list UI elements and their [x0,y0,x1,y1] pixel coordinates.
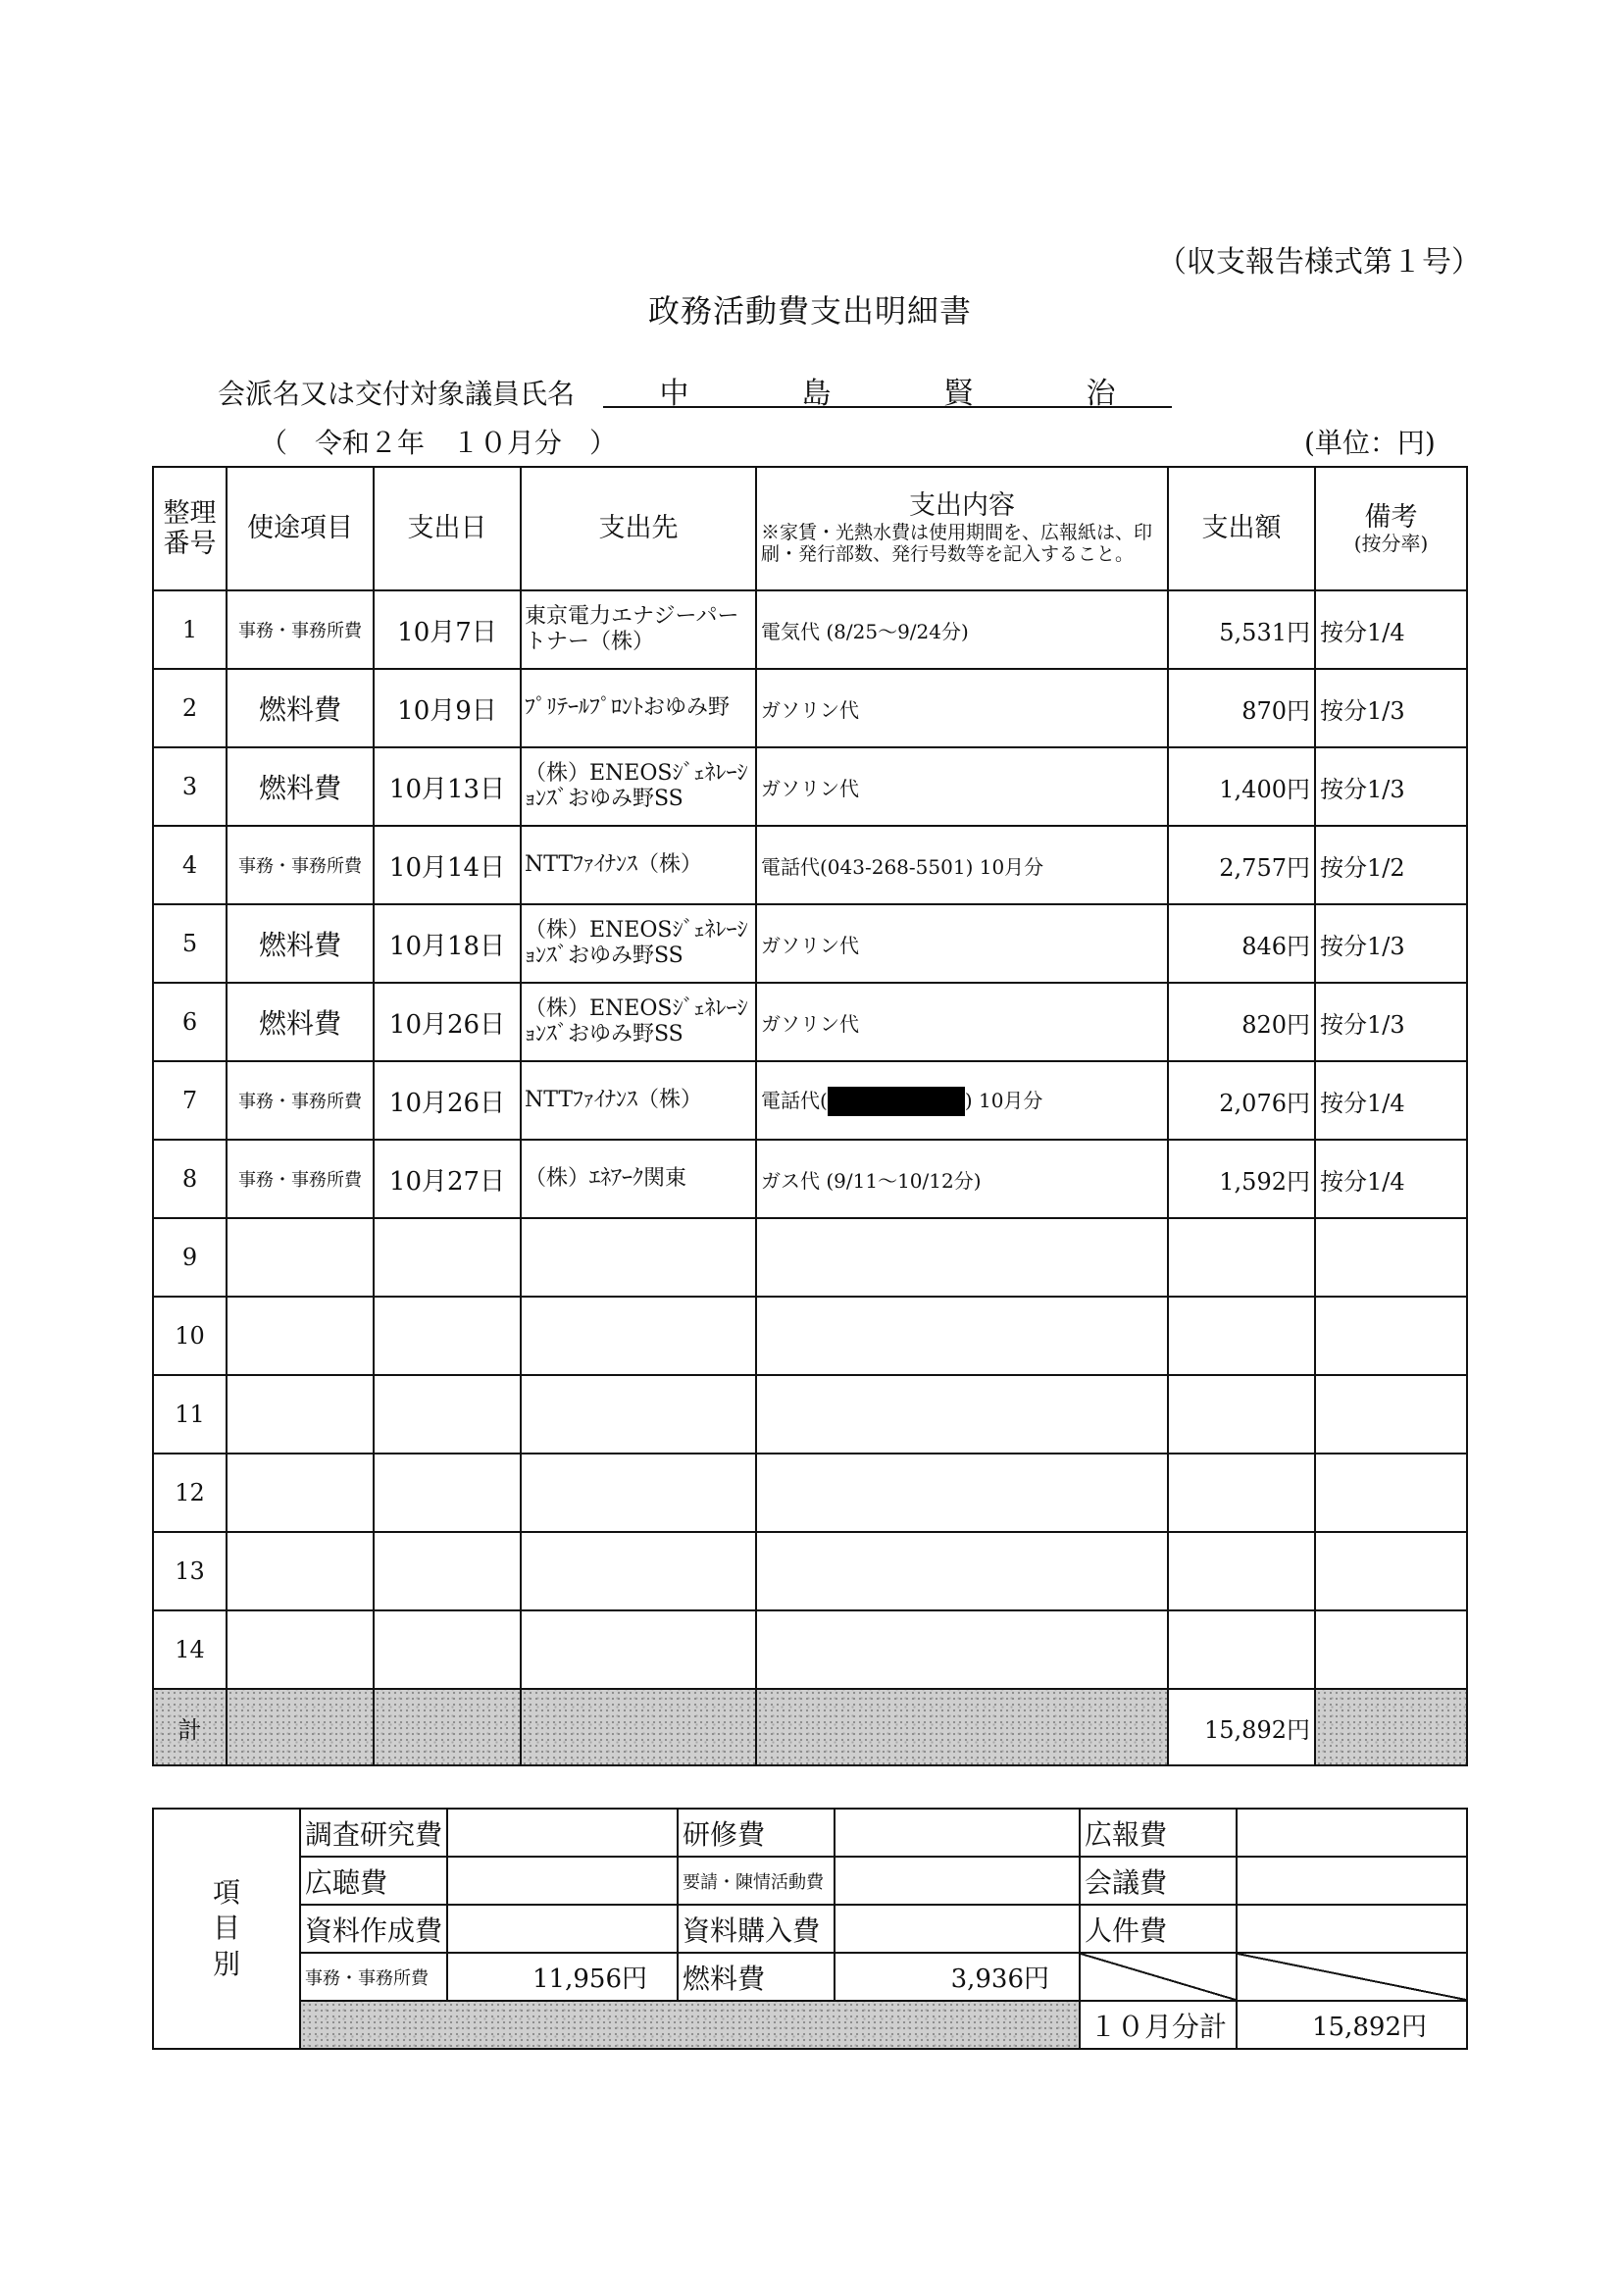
category-label: 広聴費 [300,1857,447,1905]
category-amount [835,1809,1080,1857]
col-content-title: 支出内容 [909,489,1015,521]
row-payee [521,1218,756,1297]
shaded-cell [521,1689,756,1765]
col-number-line: 番号 [163,529,217,559]
row-purpose: 燃料費 [227,904,374,983]
row-number: 9 [153,1218,227,1297]
row-content-text: ) 10月分 [964,1088,1043,1112]
row-amount [1168,1610,1315,1689]
report-period: （ 令和２年 １０月分 ） [260,427,618,459]
row-payee: （株）ENEOSｼﾞｪﾈﾚｰｼｮﾝｽﾞおゆみ野SS [521,983,756,1061]
row-number: 3 [153,747,227,826]
row-amount: 1,400円 [1168,747,1315,826]
row-date [374,1532,521,1610]
row-payee [521,1297,756,1375]
row-amount [1168,1454,1315,1532]
row-content: ガソリン代 [756,983,1168,1061]
row-remarks: 按分1/3 [1315,983,1467,1061]
member-name-label: 会派名又は交付対象議員氏名 [218,378,576,410]
row-payee: 東京電力エナジーパートナー（株） [521,590,756,669]
row-date: 10月18日 [374,904,521,983]
row-remarks [1315,1375,1467,1454]
row-number: 12 [153,1454,227,1532]
total-label: 計 [153,1689,227,1765]
row-content: 電話代(043-268-5501) 10月分 [756,826,1168,904]
row-number: 1 [153,590,227,669]
row-payee: NTTﾌｧｲﾅﾝｽ（株） [521,1061,756,1140]
row-remarks [1315,1610,1467,1689]
row-date: 10月7日 [374,590,521,669]
category-side-char: 項 [212,1875,240,1909]
row-number: 7 [153,1061,227,1140]
category-label: 調査研究費 [300,1809,447,1857]
row-content: ガス代 (9/11～10/12分) [756,1140,1168,1218]
row-number: 4 [153,826,227,904]
col-content [756,467,1168,590]
shaded-cell [374,1689,521,1765]
col-remarks-title: 備考 [1364,501,1418,533]
row-purpose: 燃料費 [227,983,374,1061]
total-amount: 15,892円 [1168,1689,1315,1765]
row-number: 13 [153,1532,227,1610]
form-number: （収支報告様式第１号） [1157,245,1481,280]
table-row [153,1297,1467,1375]
col-number-line: 整理 [163,497,217,529]
shaded-cell [756,1689,1168,1765]
row-content [756,1297,1168,1375]
row-remarks: 按分1/3 [1315,904,1467,983]
row-number: 11 [153,1375,227,1454]
row-number: 8 [153,1140,227,1218]
col-purpose: 使途項目 [227,467,374,590]
row-purpose [227,1610,374,1689]
row-amount: 2,757円 [1168,826,1315,904]
row-payee [521,1375,756,1454]
row-remarks [1315,1218,1467,1297]
category-side-char: 目 [212,1912,240,1945]
member-name-char: 島 [801,377,832,411]
row-amount: 2,076円 [1168,1061,1315,1140]
table-row [153,1218,1467,1297]
row-content [756,1375,1168,1454]
row-number: 14 [153,1610,227,1689]
category-label: 会議費 [1080,1857,1237,1905]
row-date: 10月27日 [374,1140,521,1218]
category-amount [1237,1905,1467,1953]
shaded-cell [300,2001,1080,2049]
row-date: 10月9日 [374,669,521,747]
row-payee: （株）ENEOSｼﾞｪﾈﾚｰｼｮﾝｽﾞおゆみ野SS [521,747,756,826]
row-number: 2 [153,669,227,747]
row-payee: （株）ｴﾈｱｰｸ関東 [521,1140,756,1218]
document-title: 政務活動費支出明細書 [647,292,972,330]
table-row [153,983,1467,1061]
row-date [374,1218,521,1297]
table-row [153,669,1467,747]
category-amount: 3,936円 [835,1953,1080,2001]
row-content-text: 電話代( [761,1088,828,1112]
category-amount [447,1905,678,1953]
col-date: 支出日 [374,467,521,590]
category-side-char: 別 [212,1947,240,1980]
row-number: 10 [153,1297,227,1375]
table-row [153,1532,1467,1610]
category-row [153,1857,1467,1905]
row-content [756,1218,1168,1297]
table-row [153,904,1467,983]
category-label: 燃料費 [678,1953,835,2001]
table-row [153,1610,1467,1689]
row-content: ガソリン代 [756,669,1168,747]
row-amount: 5,531円 [1168,590,1315,669]
member-name [603,369,1172,411]
col-number [153,467,227,590]
row-purpose: 燃料費 [227,747,374,826]
row-purpose: 事務・事務所費 [227,1061,374,1140]
col-payee: 支出先 [521,467,756,590]
row-amount: 820円 [1168,983,1315,1061]
category-amount [1237,1809,1467,1857]
col-remarks [1315,467,1467,590]
row-payee [521,1532,756,1610]
row-purpose: 事務・事務所費 [227,1140,374,1218]
table-row [153,1375,1467,1454]
row-content: ガソリン代 [756,747,1168,826]
category-amount [447,1857,678,1905]
category-row [153,1809,1467,1857]
unit-label: (単位：円) [1304,427,1436,459]
row-purpose: 事務・事務所費 [227,590,374,669]
row-payee: ﾌﾟﾘﾃｰﾙﾌﾟﾛﾝﾄおゆみ野 [521,669,756,747]
table-row [153,1454,1467,1532]
row-date: 10月13日 [374,747,521,826]
row-amount [1168,1532,1315,1610]
row-remarks [1315,1297,1467,1375]
table-header-row [153,467,1467,590]
table-row [153,1140,1467,1218]
category-summary-table [152,1808,1468,2050]
redaction-box [828,1087,965,1116]
row-payee: （株）ENEOSｼﾞｪﾈﾚｰｼｮﾝｽﾞおゆみ野SS [521,904,756,983]
row-purpose: 事務・事務所費 [227,826,374,904]
row-remarks: 按分1/4 [1315,590,1467,669]
category-amount: 11,956円 [447,1953,678,2001]
row-amount: 870円 [1168,669,1315,747]
row-purpose: 燃料費 [227,669,374,747]
category-label: 事務・事務所費 [300,1953,447,2001]
row-content: ガソリン代 [756,904,1168,983]
row-amount [1168,1297,1315,1375]
col-amount: 支出額 [1168,467,1315,590]
category-row [153,1953,1467,2001]
shaded-cell [1315,1689,1467,1765]
col-remarks-sub: (按分率) [1353,532,1429,556]
row-amount [1168,1218,1315,1297]
expense-table [152,466,1468,1766]
row-remarks: 按分1/4 [1315,1140,1467,1218]
row-content [756,1454,1168,1532]
row-date [374,1454,521,1532]
category-label: 研修費 [678,1809,835,1857]
row-content [756,1610,1168,1689]
row-date: 10月14日 [374,826,521,904]
row-content [756,1061,1168,1140]
month-total-label: １０月分計 [1080,2001,1237,2049]
row-number: 5 [153,904,227,983]
member-name-char: 中 [659,377,689,411]
diagonal-slash-cell [1080,1953,1237,2001]
row-remarks: 按分1/4 [1315,1061,1467,1140]
row-payee [521,1454,756,1532]
row-amount: 846円 [1168,904,1315,983]
category-amount [835,1905,1080,1953]
row-date [374,1297,521,1375]
table-row [153,747,1467,826]
row-amount [1168,1375,1315,1454]
category-amount [1237,1857,1467,1905]
category-side-label [153,1809,300,2049]
col-content-note: ※家賃・光熱水費は使用期間を、広報紙は、印刷・発行部数、発行号数等を記入すること。 [761,521,1153,565]
row-payee: NTTﾌｧｲﾅﾝｽ（株） [521,826,756,904]
category-label: 資料作成費 [300,1905,447,1953]
category-amount [835,1857,1080,1905]
row-date: 10月26日 [374,983,521,1061]
category-label: 資料購入費 [678,1905,835,1953]
row-purpose [227,1454,374,1532]
row-date [374,1375,521,1454]
table-row [153,1061,1467,1140]
row-date [374,1610,521,1689]
table-row [153,826,1467,904]
row-amount: 1,592円 [1168,1140,1315,1218]
row-remarks: 按分1/2 [1315,826,1467,904]
row-remarks [1315,1454,1467,1532]
member-name-char: 賢 [943,377,974,411]
row-purpose [227,1218,374,1297]
row-content: 電気代 (8/25～9/24分) [756,590,1168,669]
row-payee [521,1610,756,1689]
row-date: 10月26日 [374,1061,521,1140]
row-remarks [1315,1532,1467,1610]
member-name-char: 治 [1086,377,1116,411]
total-row [153,1689,1467,1765]
row-purpose [227,1297,374,1375]
table-row [153,590,1467,669]
category-label: 人件費 [1080,1905,1237,1953]
row-purpose [227,1375,374,1454]
month-total-amount: 15,892円 [1237,2001,1467,2049]
row-number: 6 [153,983,227,1061]
category-total-row [153,2001,1467,2049]
shaded-cell [227,1689,374,1765]
category-row [153,1905,1467,1953]
row-remarks: 按分1/3 [1315,747,1467,826]
category-amount [447,1809,678,1857]
category-label: 広報費 [1080,1809,1237,1857]
diagonal-slash-cell [1237,1953,1467,2001]
row-content [756,1532,1168,1610]
row-purpose [227,1532,374,1610]
category-label: 要請・陳情活動費 [678,1857,835,1905]
row-remarks: 按分1/3 [1315,669,1467,747]
